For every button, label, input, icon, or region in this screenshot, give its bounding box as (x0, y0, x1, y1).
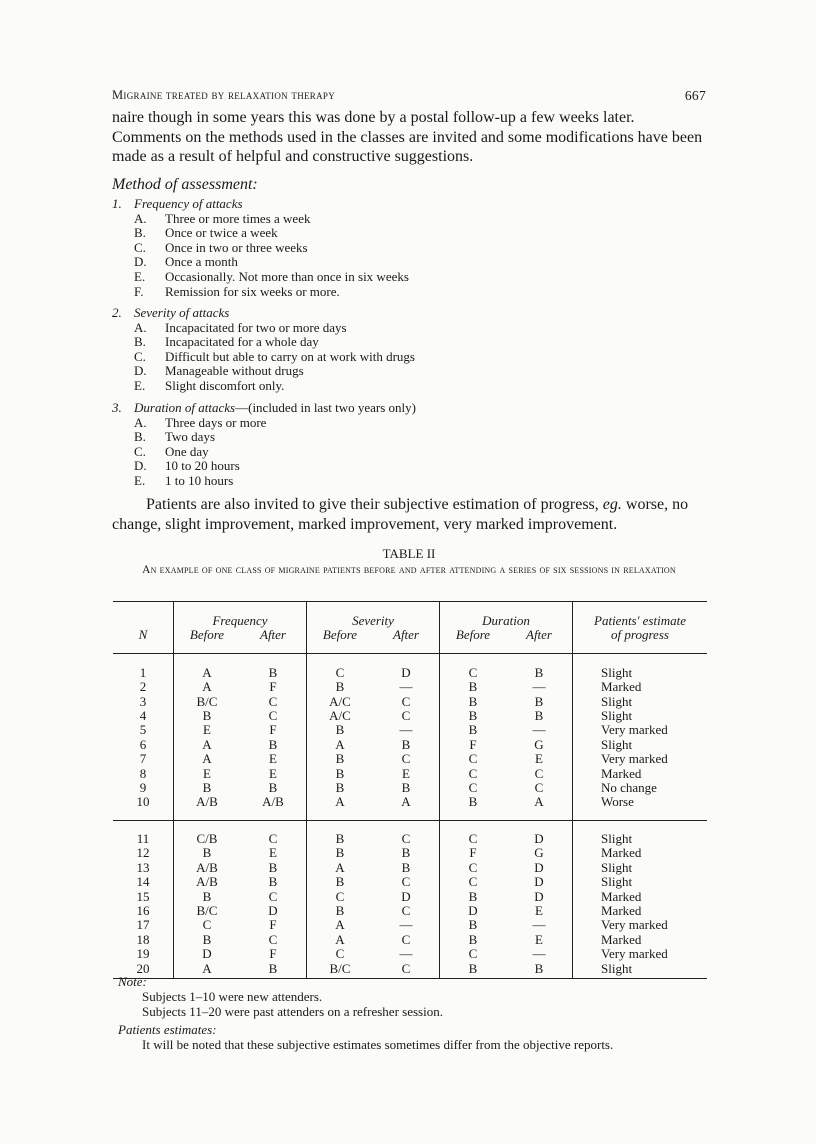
cell-frequency-after: B (240, 653, 307, 680)
estimates-label: Patients estimates: (118, 1022, 217, 1037)
cell-frequency-before: A/B (196, 874, 218, 890)
cell-n: 10 (113, 795, 174, 820)
criterion-item: B. Once or twice a week (134, 225, 278, 241)
cell-frequency-after: B (240, 781, 307, 795)
page-number: 667 (684, 88, 706, 103)
running-head (112, 88, 706, 103)
cell-duration-after: — (506, 918, 573, 932)
cell-duration-after: D (506, 875, 573, 889)
table-row (113, 947, 707, 961)
cell-estimate: Worse (601, 794, 634, 810)
cell-n: 7 (113, 752, 174, 766)
cell-frequency-after: C (240, 820, 307, 846)
cell-duration-before: C (468, 765, 478, 781)
cell-severity-after: D (373, 653, 440, 680)
table-row (113, 933, 707, 947)
cell-frequency-before: E (203, 722, 211, 738)
cell-estimate: Very marked (601, 946, 668, 962)
cell-duration-before: C (468, 780, 478, 796)
cell-n: 1 (113, 653, 174, 680)
cell-severity-before: C (335, 888, 345, 904)
cell-estimate: Slight (601, 693, 633, 709)
cell-frequency-after: F (240, 918, 307, 932)
header-after: After (373, 628, 440, 653)
criterion-item: A. Three or more times a week (134, 210, 311, 226)
cell-duration-before: C (468, 830, 478, 846)
header-after: After (240, 628, 307, 653)
cell-duration-after: E (506, 752, 573, 766)
table-notes (118, 974, 706, 1052)
cell-n: 19 (113, 947, 174, 961)
header-n-spacer (113, 602, 174, 629)
cell-severity-before: B (335, 751, 345, 767)
cell-n: 2 (113, 680, 174, 694)
cell-estimate: Slight (601, 960, 633, 976)
table-label: TABLE II (382, 546, 436, 561)
cell-estimate: Slight (601, 736, 633, 752)
cell-severity-after: C (373, 875, 440, 889)
cell-severity-before: B (335, 780, 345, 796)
criterion-list (112, 416, 416, 489)
cell-duration-after: — (506, 680, 573, 694)
cell-frequency-before: B/C (196, 693, 218, 709)
cell-frequency-before: A (202, 751, 212, 767)
table-row (113, 890, 707, 904)
cell-severity-after: — (373, 947, 440, 961)
cell-duration-after: — (506, 723, 573, 737)
cell-severity-after: B (373, 781, 440, 795)
header-before: Before (189, 627, 225, 643)
cell-duration-before: B (468, 679, 478, 695)
cell-frequency-before: B (202, 888, 212, 904)
cell-frequency-before: A/B (196, 794, 218, 810)
cell-duration-before: B (468, 931, 478, 947)
criterion-item: D. Manageable without drugs (134, 363, 304, 379)
table-row (113, 709, 707, 723)
cell-duration-before: C (468, 874, 478, 890)
criterion-item: B. Two days (134, 429, 216, 445)
cell-severity-after: C (373, 933, 440, 947)
table-row (113, 653, 707, 680)
cell-n: 8 (113, 767, 174, 781)
cell-estimate: Marked (601, 902, 642, 918)
criterion-list (112, 321, 415, 394)
cell-frequency-before: B/C (196, 902, 218, 918)
criterion-number: 2. (112, 305, 122, 320)
cell-duration-before: D (468, 902, 478, 918)
estimates-text: It will be noted that these subjective estimates sometimes differ from the objective reports. (142, 1037, 614, 1052)
note-label: Note: (118, 974, 147, 989)
cell-severity-after: D (373, 890, 440, 904)
cell-severity-after: A (373, 795, 440, 820)
table-row (113, 875, 707, 889)
cell-estimate: Very marked (601, 917, 668, 933)
cell-severity-after: C (373, 752, 440, 766)
table-row (113, 695, 707, 709)
cell-duration-before: C (468, 859, 478, 875)
cell-frequency-before: B (202, 931, 212, 947)
cell-n: 3 (113, 695, 174, 709)
cell-n: 12 (113, 846, 174, 860)
cell-severity-before: B (335, 765, 345, 781)
criterion-number: 1. (112, 196, 122, 211)
cell-n: 14 (113, 875, 174, 889)
cell-severity-before: B (335, 845, 345, 861)
table-row (113, 752, 707, 766)
criterion-item: C. Once in two or three weeks (134, 239, 308, 255)
cell-severity-before: A (335, 931, 345, 947)
cell-severity-after: — (373, 723, 440, 737)
cell-duration-before: C (468, 946, 478, 962)
cell-frequency-before: A (202, 679, 212, 695)
header-frequency: Frequency (174, 602, 307, 629)
cell-estimate: Slight (601, 874, 633, 890)
cell-severity-after: C (373, 709, 440, 723)
criterion-suffix: —(included in last two years only) (235, 400, 416, 415)
cell-severity-after: B (373, 738, 440, 752)
running-head-title: Migraine treated by relaxation therapy (112, 88, 335, 102)
cell-duration-after: B (506, 653, 573, 680)
criterion-frequency (112, 197, 409, 299)
table-row (113, 723, 707, 737)
criterion-item: A. Three days or more (134, 414, 267, 430)
cell-severity-after: C (373, 695, 440, 709)
criterion-item: E. Slight discomfort only. (134, 377, 285, 393)
criterion-number: 3. (112, 400, 122, 415)
cell-frequency-before: A (202, 736, 212, 752)
cell-duration-after: G (506, 846, 573, 860)
cell-severity-before: A/C (329, 693, 351, 709)
table-body-past-attenders (113, 820, 707, 978)
cell-severity-after: C (373, 820, 440, 846)
cell-frequency-after: B (240, 861, 307, 875)
cell-frequency-before: A (202, 664, 212, 680)
cell-duration-after: B (506, 695, 573, 709)
cell-n: 5 (113, 723, 174, 737)
cell-n: 13 (113, 861, 174, 875)
cell-frequency-after: F (240, 723, 307, 737)
cell-duration-after: C (506, 767, 573, 781)
cell-severity-before: B (335, 902, 345, 918)
cell-severity-after: — (373, 680, 440, 694)
header-before: Before (455, 627, 491, 643)
cell-n: 9 (113, 781, 174, 795)
table-row (113, 795, 707, 820)
criterion-label: Severity of attacks (134, 305, 230, 320)
criterion-item: D. Once a month (134, 254, 238, 270)
cell-frequency-before: B (202, 708, 212, 724)
cell-n: 6 (113, 738, 174, 752)
criterion-title (112, 306, 415, 321)
table-row (113, 904, 707, 918)
cell-estimate: Very marked (601, 751, 668, 767)
cell-frequency-after: B (240, 962, 307, 979)
cell-n: 17 (113, 918, 174, 932)
table-row (113, 680, 707, 694)
cell-estimate: Slight (601, 664, 633, 680)
cell-frequency-after: C (240, 695, 307, 709)
cell-frequency-after: C (240, 709, 307, 723)
cell-severity-before: B (335, 679, 345, 695)
cell-frequency-after: C (240, 933, 307, 947)
cell-severity-after: C (373, 904, 440, 918)
cell-duration-after: A (506, 795, 573, 820)
cell-estimate: Very marked (601, 722, 668, 738)
cell-frequency-before: A (202, 960, 212, 976)
cell-duration-after: B (506, 962, 573, 979)
table-row (113, 861, 707, 875)
criterion-title (112, 401, 416, 416)
cell-frequency-after: C (240, 890, 307, 904)
cell-duration-before: B (468, 794, 478, 810)
criterion-list (112, 212, 409, 300)
header-n: N (113, 628, 174, 653)
cell-duration-after: — (506, 947, 573, 961)
criterion-label: Frequency of attacks (134, 196, 243, 211)
cell-duration-before: B (468, 722, 478, 738)
header-severity: Severity (307, 602, 440, 629)
cell-duration-before: F (469, 845, 477, 861)
cell-severity-before: B/C (329, 960, 351, 976)
cell-frequency-after: A/B (240, 795, 307, 820)
cell-severity-before: C (335, 946, 345, 962)
cell-estimate: Marked (601, 888, 642, 904)
cell-n: 18 (113, 933, 174, 947)
criterion-item: E. Occasionally. Not more than once in six weeks (134, 268, 409, 284)
cell-frequency-before: C/B (196, 830, 218, 846)
cell-severity-before: A (335, 859, 345, 875)
cell-frequency-after: E (240, 767, 307, 781)
cell-severity-before: B (335, 830, 345, 846)
criterion-severity (112, 306, 415, 394)
criterion-item: F. Remission for six weeks or more. (134, 283, 340, 299)
cell-duration-after: C (506, 781, 573, 795)
criterion-item: C. Difficult but able to carry on at work with drugs (134, 348, 415, 364)
table-caption: An example of one class of migraine patients before and after attending a series of six sessions in relaxation (142, 564, 676, 576)
table-row (113, 820, 707, 846)
cell-frequency-before: B (202, 780, 212, 796)
criterion-title (112, 197, 409, 212)
cell-severity-before: A/C (329, 708, 351, 724)
cell-duration-after: D (506, 820, 573, 846)
intro-paragraph: naire though in some years this was done by a postal follow-up a few weeks later. Comments on the methods used in the classes are invited and some modifications have been made as a result of helpful and constructive suggestions. (112, 109, 703, 165)
criterion-item: B. Incapacitated for a whole day (134, 334, 319, 350)
header-duration: Duration (440, 602, 573, 629)
cell-frequency-after: B (240, 738, 307, 752)
note-line: Subjects 11–20 were past attenders on a refresher session. (142, 1004, 443, 1019)
cell-estimate: Slight (601, 830, 633, 846)
cell-duration-before: B (468, 708, 478, 724)
cell-frequency-before: B (202, 845, 212, 861)
results-table (113, 601, 707, 979)
cell-duration-before: B (468, 888, 478, 904)
cell-frequency-after: D (240, 904, 307, 918)
cell-frequency-after: E (240, 846, 307, 860)
cell-duration-before: B (468, 693, 478, 709)
assessment-heading: Method of assessment: (112, 176, 258, 193)
table-row (113, 767, 707, 781)
cell-severity-after: C (373, 962, 440, 979)
cell-n: 15 (113, 890, 174, 904)
table-row (113, 846, 707, 860)
cell-n: 11 (113, 820, 174, 846)
cell-severity-before: B (335, 874, 345, 890)
criterion-item: E. 1 to 10 hours (134, 472, 234, 488)
cell-duration-after: D (506, 890, 573, 904)
cell-severity-before: B (335, 722, 345, 738)
criterion-label: Duration of attacks (134, 400, 236, 415)
table-row (113, 781, 707, 795)
cell-duration-after: B (506, 709, 573, 723)
cell-frequency-before: D (202, 946, 212, 962)
cell-frequency-after: F (240, 680, 307, 694)
cell-severity-after: E (373, 767, 440, 781)
cell-duration-before: C (468, 664, 478, 680)
table-header (113, 602, 707, 654)
cell-severity-before: A (335, 917, 345, 933)
cell-severity-after: B (373, 846, 440, 860)
cell-severity-before: C (335, 664, 345, 680)
cell-frequency-after: E (240, 752, 307, 766)
header-estimate-line2: of progress (611, 627, 669, 643)
cell-frequency-before: A/B (196, 859, 218, 875)
cell-estimate: No change (601, 780, 657, 796)
cell-frequency-before: E (203, 765, 211, 781)
header-before: Before (322, 627, 358, 643)
cell-n: 20 (113, 962, 174, 979)
criterion-item: A. Incapacitated for two or more days (134, 319, 347, 335)
criterion-item: C. One day (134, 443, 209, 459)
criterion-item: D. 10 to 20 hours (134, 458, 240, 474)
table-row (113, 738, 707, 752)
cell-duration-before: C (468, 751, 478, 767)
cell-estimate: Marked (601, 845, 642, 861)
header-estimate: Patients' estimate (594, 613, 686, 628)
progress-paragraph: Patients are also invited to give their subjective estimation of progress, eg. worse, no change, slight improvement, marked improvement, very marked improvement. (112, 496, 689, 533)
cell-n: 16 (113, 904, 174, 918)
cell-duration-before: B (468, 960, 478, 976)
cell-severity-before: A (335, 736, 345, 752)
cell-frequency-before: C (202, 917, 212, 933)
cell-frequency-after: B (240, 875, 307, 889)
cell-frequency-after: F (240, 947, 307, 961)
cell-severity-after: B (373, 861, 440, 875)
cell-duration-after: E (506, 904, 573, 918)
criterion-duration (112, 401, 416, 489)
cell-duration-after: G (506, 738, 573, 752)
cell-severity-before: A (335, 794, 345, 810)
cell-estimate: Marked (601, 679, 642, 695)
cell-severity-after: — (373, 918, 440, 932)
table-row (113, 918, 707, 932)
cell-estimate: Slight (601, 859, 633, 875)
cell-estimate: Slight (601, 708, 633, 724)
cell-duration-before: F (469, 736, 477, 752)
cell-duration-after: E (506, 933, 573, 947)
cell-estimate: Marked (601, 931, 642, 947)
cell-duration-after: D (506, 861, 573, 875)
table-body-new-attenders (113, 653, 707, 820)
note-line: Subjects 1–10 were new attenders. (142, 989, 323, 1004)
cell-duration-before: B (468, 917, 478, 933)
cell-estimate: Marked (601, 765, 642, 781)
cell-n: 4 (113, 709, 174, 723)
header-after: After (506, 628, 573, 653)
